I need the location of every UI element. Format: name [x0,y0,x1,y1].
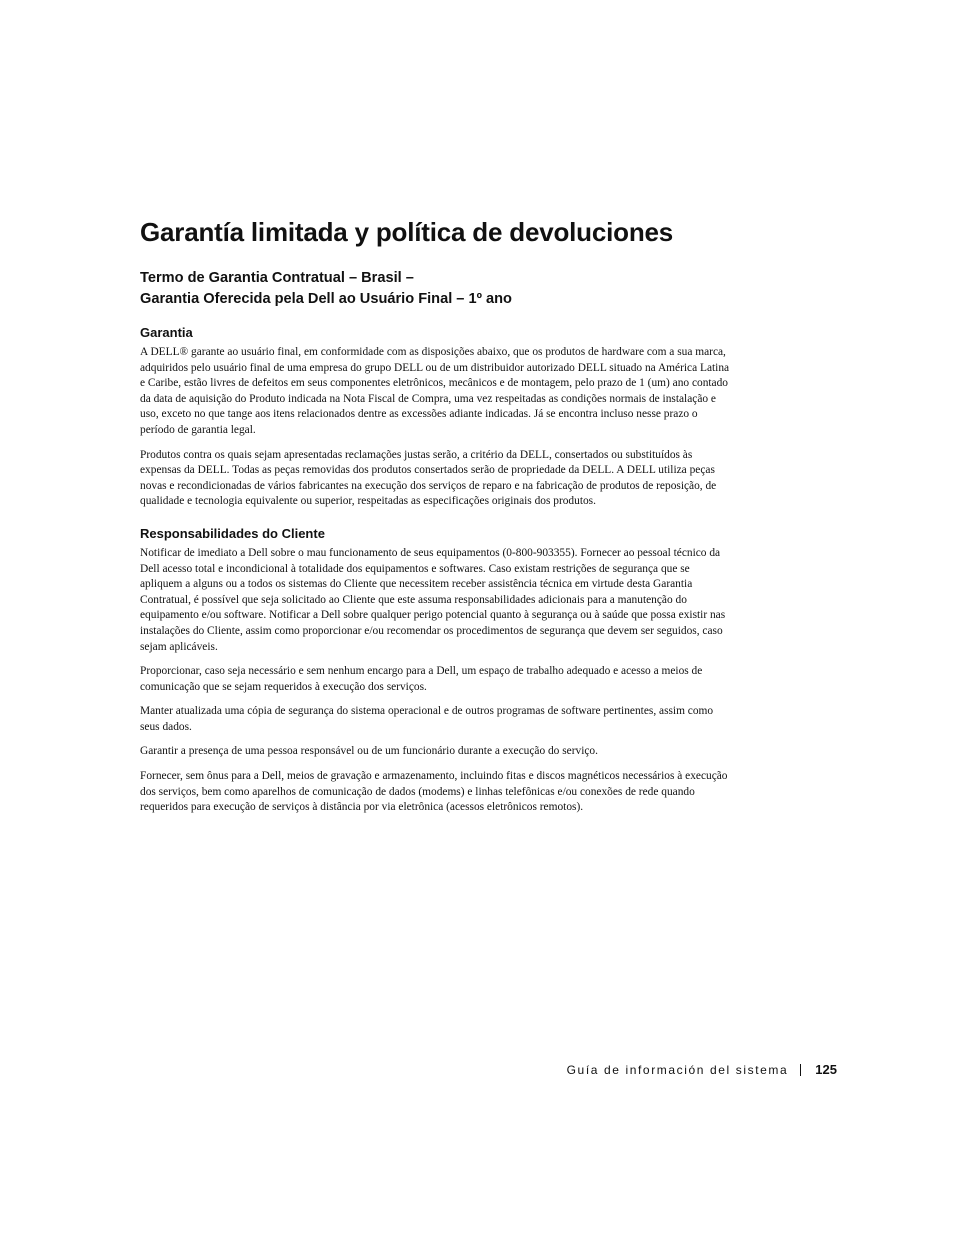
paragraph: Produtos contra os quais sejam apresentadas reclamações justas serão, a critério da DELL, consertados ou substituídos às expensas da DELL. Todas as peças removidas dos produtos consertados serão de propriedade da DELL. A DELL utiliza peças novas e recondicionadas de vários fabricantes na execução dos serviços de reparo e na fabricação de produtos de reposição, de qualidade e tecnologia equivalente ou superior, respeitadas as especificações originais dos produtos. [140,448,717,508]
paragraph: Fornecer, sem ônus para a Dell, meios de gravação e armazenamento, incluindo fitas e discos magnéticos necessários à execução dos serviços, bem como aparelhos de comunicação de dados (modems) e linhas telefônicas e/ou conexões de rede quando requeridos para execução de serviços à distância por via eletrônica (acessos eletrônicos remotos). [140,770,728,814]
paragraph: Garantir a presença de uma pessoa responsável ou de um funcionário durante a execução do serviço. [140,745,598,758]
content-column [140,214,732,825]
page-footer [567,1061,837,1079]
footer-separator [800,1064,801,1076]
subtitle-line-1: Termo de Garantia Contratual – Brasil – [140,270,414,286]
paragraph: Manter atualizada uma cópia de segurança do sistema operacional e de outros programas de software pertinentes, assim como seus dados. [140,705,714,733]
paragraph: A DELL® garante ao usuário final, em conformidade com as disposições abaixo, que os produtos de hardware com a sua marca, adquiridos pelo usuário final de uma empresa do grupo DELL ou de um distribuidor autorizado DELL situado na América Latina e Caribe, estão livres de defeitos em seus componentes eletrônicos, mecânicos e de montagem, pelo prazo de 1 (um) ano contado da data de aquisição do Produto indicada na Nota Fiscal de Compra, uma vez respeitadas as condições normais de instalação e uso, exceto no que tange aos itens relacionados dentre as excessões adiante indicadas. Já se encontra incluso nesse prazo o período de garantia legal. [140,346,730,436]
footer-label: Guía de información del sistema [566,1063,789,1077]
subtitle-line-2: Garantia Oferecida pela Dell ao Usuário Final – 1º ano [140,291,512,307]
paragraph: Notificar de imediato a Dell sobre o mau funcionamento de seus equipamentos (0-800-903355). Fornecer ao pessoal técnico da Dell acesso total e incondicional à totalidade dos equipamentos e softwares. Caso existam restrições de segurança que se apliquem a alguns ou a todos os sistemas do Cliente que necessitem receber assistência técnica em virtude desta Garantia Contratual, é possível que seja solicitado ao Cliente que este assuma responsabilidades adicionais para a manutenção do equipamento e/ou software. Notificar a Dell sobre qualquer perigo potencial quanto à segurança ou à saúde que possa existir nas instalações do Cliente, assim como proporcionar e/ou recomendar os procedimentos de segurança que devem ser seguidos, caso sejam aplicáveis. [140,546,726,653]
heading-responsabilidades: Responsabilidades do Cliente [140,525,325,541]
section-subtitle [140,268,732,310]
heading-garantia: Garantia [140,325,193,340]
paragraph: Proporcionar, caso seja necessário e sem nenhum encargo para a Dell, um espaço de trabalho adequado e acesso a meios de comunicação que se sejam requeridos à execução dos serviços. [140,665,703,693]
page-title: Garantía limitada y política de devoluciones [140,217,674,247]
page-number: 125 [815,1062,837,1077]
